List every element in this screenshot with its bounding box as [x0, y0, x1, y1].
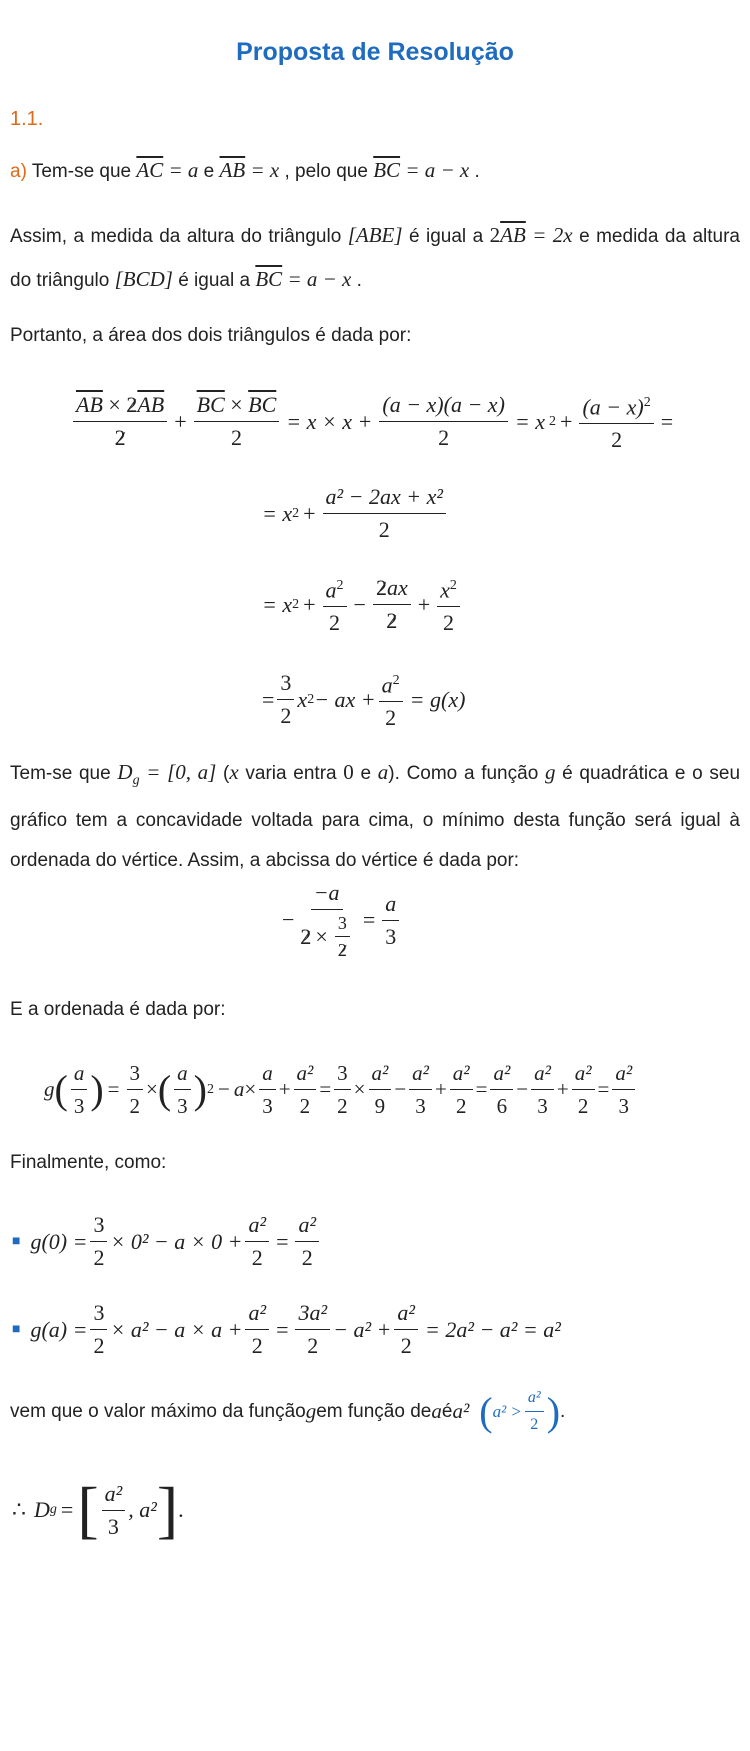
math: 2: [385, 705, 397, 731]
math: = a − x: [282, 267, 352, 291]
condition-note: ( a² > $\frac{\text{a²}}{2}$ ): [479, 1389, 561, 1434]
math: g: [305, 1399, 317, 1423]
math: D: [117, 760, 133, 784]
math: 2: [337, 1094, 348, 1118]
math: a: [259, 1060, 276, 1090]
text: e: [353, 763, 378, 784]
math: 2: [386, 608, 398, 634]
math: = x × x +: [286, 408, 373, 434]
math: , a²: [128, 1497, 157, 1522]
math: 2: [455, 1094, 467, 1118]
bullet-icon: ■: [12, 1321, 21, 1337]
math: a² − 2ax + x²: [323, 484, 446, 514]
equation-g-definition: = $\frac{3}{2}$ x 2 − ax + $\frac{a^2}{2}$ = g(x): [262, 668, 469, 731]
fraction: $\frac{\overline{AB} \times 2\overline{AB}}{2}$: [73, 392, 167, 451]
math: a: [431, 1399, 442, 1423]
triangle-bcd: [BCD]: [114, 267, 173, 291]
domain-interval: = [0, a]: [139, 760, 217, 784]
paragraph-final: Finalmente, como:: [10, 1152, 167, 1173]
math: = x: [262, 591, 293, 617]
paragraph-dominio: [10, 752, 740, 881]
segment-ac: $\overline{AC}$: [136, 158, 164, 182]
math: 3: [334, 1060, 351, 1090]
math: $\overline{AB}$: [76, 392, 103, 418]
math: 2: [438, 425, 450, 451]
math: 2: [577, 1094, 589, 1118]
text: .: [560, 1400, 566, 1422]
math: a: [325, 577, 337, 603]
math: 2: [378, 517, 390, 542]
math: 2: [443, 610, 455, 636]
math: 3a²: [295, 1300, 330, 1330]
text: .: [351, 270, 362, 291]
fraction: [277, 670, 294, 729]
fraction: $\frac{a^2}{2}$: [379, 668, 403, 731]
math: a²: [245, 1212, 269, 1242]
math: 9: [374, 1094, 386, 1118]
paragraph-max: [10, 1388, 565, 1435]
math: 2: [400, 1333, 412, 1358]
math: 3: [73, 1094, 85, 1118]
text: é igual a: [172, 270, 256, 291]
math: x: [440, 577, 450, 603]
math: = x: [514, 408, 546, 434]
math: 3: [127, 1060, 144, 1090]
math: = a − x: [400, 158, 470, 182]
math: D: [34, 1497, 50, 1522]
math: = g(x): [409, 686, 466, 712]
math: 2: [251, 1245, 263, 1270]
math: 2: [93, 1245, 105, 1270]
math: g(a) =: [30, 1316, 88, 1342]
math: a²: [452, 1399, 470, 1423]
math: a²: [409, 1060, 432, 1090]
fraction: [373, 575, 411, 634]
math: 3: [415, 1094, 426, 1118]
math: 3: [277, 670, 294, 700]
text: Tem-se que: [10, 763, 118, 784]
text: é igual a: [402, 226, 490, 247]
math: 2: [375, 575, 387, 601]
fraction: [379, 392, 508, 451]
paragraph-ordenada: E a ordenada é dada por:: [10, 999, 226, 1020]
math: a: [71, 1060, 88, 1090]
math: 0: [343, 760, 354, 784]
page-title: Proposta de Resolução: [236, 38, 514, 66]
math: ax: [386, 575, 408, 601]
math: 2: [93, 1333, 105, 1358]
math: a²: [245, 1300, 269, 1330]
math: 3: [385, 923, 397, 949]
math: × 0² − a × 0 +: [110, 1228, 243, 1254]
math: a: [382, 891, 399, 921]
equation-step-3: = x 2 + $\frac{a^2}{2}$ − $\frac{2ax}{2}$ + $\frac{x^2}{2}$: [262, 573, 463, 636]
math: 2: [129, 1094, 140, 1118]
math: a²: [572, 1060, 595, 1090]
equation-step-2: = x 2 + $\frac{\text{a² − 2ax + x²}}{2}$: [262, 484, 449, 543]
math: g: [544, 760, 556, 784]
math: $\overline{AB}$: [137, 392, 165, 418]
math: 3: [335, 913, 350, 937]
math: 2: [301, 1245, 313, 1270]
math: a: [381, 672, 393, 698]
math: 2: [280, 703, 292, 729]
math: g: [132, 772, 140, 788]
math: a²: [531, 1060, 554, 1090]
text: , pelo que: [279, 161, 374, 182]
item-label: a): [10, 161, 27, 182]
equation-g-zero: ■ g(0) = $\frac{3}{2}$ × 0² − a × 0 + $\frac{\text{a²}}{2}$ = $\frac{\text{a²}}{2}$: [12, 1212, 322, 1271]
text: em função de: [316, 1400, 432, 1422]
math: g: [49, 1502, 57, 1517]
math: −a: [311, 880, 343, 910]
math: a²: [450, 1060, 473, 1090]
math: = x: [245, 158, 280, 182]
math: 2: [307, 1333, 319, 1358]
math: a²: [295, 1212, 319, 1242]
math: 3: [90, 1212, 107, 1242]
math: a²: [612, 1060, 635, 1090]
math: =: [60, 1497, 74, 1522]
math: 2: [337, 940, 347, 960]
equation-domain-result: ∴ D g = [ $\frac{\text{a²}}{3}$ , a² ] .: [12, 1474, 184, 1545]
math: a² >: [492, 1401, 522, 1421]
math: 2: [299, 1094, 311, 1118]
math: 2: [114, 425, 126, 451]
text: vem que o valor máximo da função: [10, 1400, 306, 1422]
math: 3: [90, 1300, 107, 1330]
text: é: [441, 1400, 453, 1422]
math: − ax +: [314, 686, 376, 712]
bullet-icon: ■: [12, 1233, 21, 1249]
fraction: $\frac{a^2}{2}$: [323, 573, 347, 636]
fraction: [382, 891, 399, 950]
math: 3: [177, 1094, 188, 1118]
fraction: −a 2 × $\frac{3}{2}$: [297, 880, 355, 960]
math: = 2x: [525, 223, 573, 247]
math: a²: [102, 1481, 126, 1511]
segment-ab: $\overline{AB}$: [219, 158, 246, 182]
text: é quadrática e o seu gráfico tem a concavidade voltada para cima, o mínimo desta função será igual à ordenada do vértice. Assim, a abcissa do vértice é dada por:: [10, 763, 741, 871]
math: .: [178, 1497, 184, 1522]
math: g: [44, 1077, 55, 1101]
equation-vertex-ordinate: g ( $\frac{a}{3}$ ) = $\frac{3}{2}$ × ( $\frac{a}{3}$ ) 2 − a × $\frac{a}{3}$ + $\frac{\text{a²}}{2}$ = $\frac{3}{2}$ × $\frac{\text{a²}}{9}$ − $\frac{\text{a²}}{3}$ + $\frac{\text{a²}}{2}$ = $\frac{\text{a²}}{6}$ − $\frac{\text{a²}}{3}$ + $\frac{\text{a²}}{2}$ = $\frac{\text{a²}}{3}$: [44, 1060, 638, 1119]
math: = a: [163, 158, 199, 182]
paragraph-a: [10, 150, 740, 192]
math: x: [229, 760, 239, 784]
segment-bc: $\overline{BC}$: [255, 267, 283, 291]
math: 3: [107, 1513, 119, 1539]
math: 2: [300, 923, 312, 949]
math: 6: [496, 1094, 508, 1118]
math: 2: [489, 223, 501, 247]
text: e medida da altura do triângulo: [10, 226, 740, 291]
therefore-icon: ∴: [12, 1497, 26, 1522]
fraction: $\frac{(a - x)^2}{2}$: [579, 390, 653, 453]
math: 2: [251, 1333, 263, 1358]
math: g(0) =: [30, 1228, 88, 1254]
math: 2: [329, 610, 341, 636]
math: a²: [369, 1060, 392, 1090]
math: a²: [294, 1060, 317, 1090]
segment-ab: $\overline{AB}$: [500, 223, 526, 247]
text: varia entra: [238, 763, 344, 784]
math: a: [377, 760, 389, 784]
math: 3: [262, 1094, 273, 1118]
equation-g-a: ■ g(a) = $\frac{3}{2}$ × a² − a × a + $\frac{\text{a²}}{2}$ = $\frac{\text{3a²}}{2}$ − a² + $\frac{\text{a²}}{2}$ = 2a² − a² = a²: [12, 1300, 561, 1358]
paragraph-altura: [10, 214, 740, 302]
math: a²: [525, 1388, 544, 1412]
math: = x: [262, 500, 293, 526]
math: × a² − a × a +: [110, 1316, 243, 1342]
fraction: $\frac{\overline{BC} \times \overline{BC}}{2}$: [194, 392, 280, 451]
math: a²: [394, 1300, 418, 1330]
math: 2: [530, 1416, 539, 1433]
math: x: [297, 686, 308, 712]
math: = 2a² − a² = a²: [425, 1316, 561, 1342]
text: .: [469, 161, 480, 182]
math: $\overline{BC}$: [248, 392, 277, 418]
math: 2: [611, 427, 623, 453]
math: − a² +: [333, 1316, 392, 1342]
math: 2: [126, 392, 138, 418]
math: 2: [230, 425, 242, 451]
segment-bc: $\overline{BC}$: [373, 158, 401, 182]
math: 3: [537, 1094, 548, 1118]
math: $\overline{BC}$: [196, 392, 225, 418]
equation-vertex-abscissa: − −a 2 × $\frac{3}{2}$ = $\frac{a}{3}$: [282, 880, 402, 960]
triangle-abe: [ABE]: [347, 223, 403, 247]
math: (a − x): [582, 394, 644, 420]
section-number: 1.1.: [10, 108, 44, 130]
paragraph-area: Portanto, a área dos dois triângulos é dada por:: [10, 325, 412, 346]
math: a: [174, 1060, 191, 1090]
fraction: $\frac{x^2}{2}$: [437, 573, 460, 636]
equation-area-sum: $\frac{\overline{AB} \times 2\overline{AB}}{2}$ + $\frac{\overline{BC} \times \overline{BC}}{2}$ = x × x + $\frac{(a - x)(a - x)}{2}$ = x 2 + $\frac{(a - x)^2}{2}$ =: [70, 390, 677, 453]
fraction: [323, 484, 446, 543]
text: Assim, a medida da altura do triângulo: [10, 226, 348, 247]
text: ). Como a função: [388, 763, 545, 784]
text: (: [216, 763, 230, 784]
math: 3: [618, 1094, 629, 1118]
math: (a − x)(a − x): [379, 392, 508, 422]
text: e: [198, 161, 220, 182]
text: Tem-se que: [26, 161, 137, 182]
math: a²: [490, 1060, 513, 1090]
